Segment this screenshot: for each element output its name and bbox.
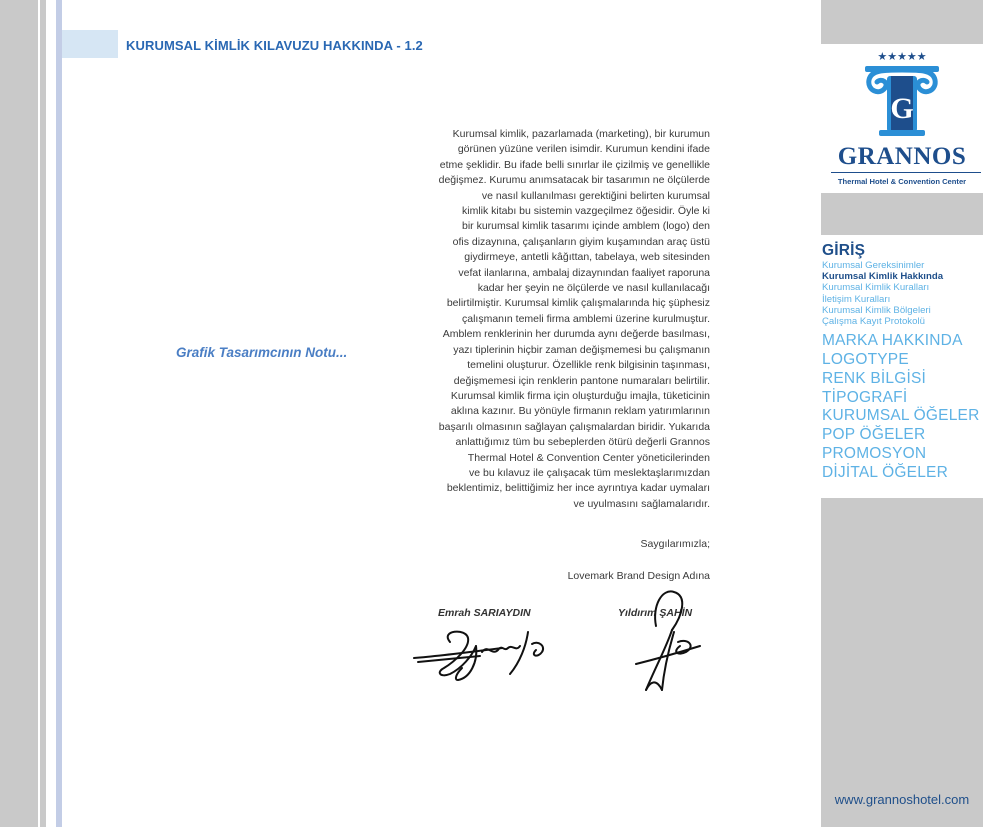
body-line: beklentimiz, belittiğimiz her ince ayrıntıya kadar uymaları [446,482,710,495]
body-line: Amblem renklerinin her durumda aynı değerde basılması, [442,328,710,341]
body-line: ve uyulmasını sağlamalarıdır. [573,497,710,510]
brand-subtitle: Thermal Hotel & Convention Center [837,177,967,186]
body-line: başarılı olmasının sağlayan çalışmalardan biridir. Yukarıda [438,420,710,433]
body-line: bir kurumsal kimlik tasarımı içinde amblem (logo) den [462,220,710,233]
body-line: Thermal Hotel & Convention Center yöneticilerinden [467,451,710,464]
closing-greeting: Saygılarımızla; [640,538,710,550]
body-line: görünen yüzüne verilen isimdir. Kurumun kendini ifade [457,143,710,156]
designer-note-heading: Grafik Tasarımcının Notu... [176,345,348,360]
section-navigation [822,242,982,483]
on-behalf-line: Lovemark Brand Design Adına [567,570,710,582]
signer-name-1: Emrah SARIAYDIN [438,607,531,619]
brand-name: GRANNOS [837,143,967,170]
signature-emrah [410,622,560,684]
nav-section[interactable]: LOGOTYPE [822,351,909,369]
sidebar [821,0,983,827]
sidebar-bottom-band [821,498,983,827]
body-line: ofis dizaynına, çalışanların giyim kuşamından araç üstü [452,235,710,248]
brand-divider [831,172,981,173]
nav-section[interactable]: KURUMSAL ÖĞELER [822,407,980,425]
page-title: KURUMSAL KİMLİK KILAVUZU HAKKINDA - 1.2 [126,38,423,53]
body-line: kadar her şeyin ne ölçülerde ve nasıl kullanılacağı [477,282,710,295]
nav-section[interactable]: PROMOSYON [822,445,927,462]
body-line: temelini oluşturur. Özellikle renk bilgisinin taşınması, [467,359,710,372]
nav-subitem[interactable]: Çalışma Kayıt Protokolü [822,316,925,328]
body-line: etme şeklidir. Bu ifade belli sınırlar ile çizilmiş ve genellikle [439,158,710,171]
body-line: aklına kazınır. Bu yönüyle firmanın reklam yatırımlarının [450,405,710,418]
sidebar-top-band [821,0,983,44]
sidebar-mid-band [821,193,983,235]
nav-section[interactable]: RENK BİLGİSİ [822,369,927,387]
body-line: değişmez. Kurumu anımsatacak bir tasarımın ne ölçülerde [438,174,710,187]
body-line: değişmemesi için renklerin pantone numaraları belirtilir. [453,374,710,387]
body-line: ve bu kılavuz ile çalışacak tüm meslektaşlarımızdan [468,466,710,479]
nav-section[interactable]: TİPOGRAFİ [822,388,908,406]
body-line: vefat ilanlarına, ambalaj dizaynından faaliyet raporuna [458,266,710,279]
body-line: kimlik kitabı bu sistemin vazgeçilmez öğesidir. Öyle ki [461,205,710,218]
body-line: anlattığımız tüm bu sebeplerden ötürü değerli Grannos [455,436,710,449]
body-line: yazı tiplerinin hiçbir zaman değişmemesi bu çalışmanın [453,343,710,356]
logo-stars: ★★★★★ [877,50,927,63]
nav-subitem[interactable]: Kurumsal Kimlik Bölgeleri [822,304,931,316]
body-line: belirtilmiştir. Kurumsal kimlik çalışmalarında hiç şüphesiz [446,297,710,310]
body-line: Kurumsal kimlik firma için oluşturduğu imajla, tüketicinin [450,389,710,402]
nav-section[interactable]: POP ÖĞELER [822,426,926,444]
signer-name-2: Yıldırım ŞAHİN [618,607,693,619]
left-stripe-blue [56,0,62,827]
nav-section[interactable]: MARKA HAKKINDA [822,332,963,350]
body-line: ve nasıl kullanılması gerektiğini belirten kurumsal [481,189,710,202]
logo-monogram: G [890,92,914,125]
nav-subitem[interactable]: Kurumsal Kimlik Kuralları [822,282,930,294]
body-line: çalışmanın temeli firma amblemi üzerine kurulmuştur. [461,312,710,325]
nav-section[interactable]: DİJİTAL ÖĞELER [822,463,948,481]
left-stripe-gap-2 [46,0,56,827]
body-paragraph [380,127,710,512]
body-line: Kurumsal kimlik, pazarlamada (marketing), bir kurumun [452,128,710,140]
left-stripe-gray [0,0,38,827]
nav-subitem[interactable]: İletişim Kuralları [822,293,891,305]
nav-subitem[interactable]: Kurumsal Kimlik Hakkında [822,271,944,283]
nav-subitem[interactable]: Kurumsal Gereksinimler [822,260,925,271]
website-url[interactable]: www.grannoshotel.com [834,792,970,807]
nav-section[interactable]: GİRİŞ [822,242,866,259]
body-line: giydirmeye, antetli kâğıttan, tabelaya, web sitesinden [464,251,710,264]
signature-yildirim [616,586,716,698]
header-accent-band [62,30,118,58]
